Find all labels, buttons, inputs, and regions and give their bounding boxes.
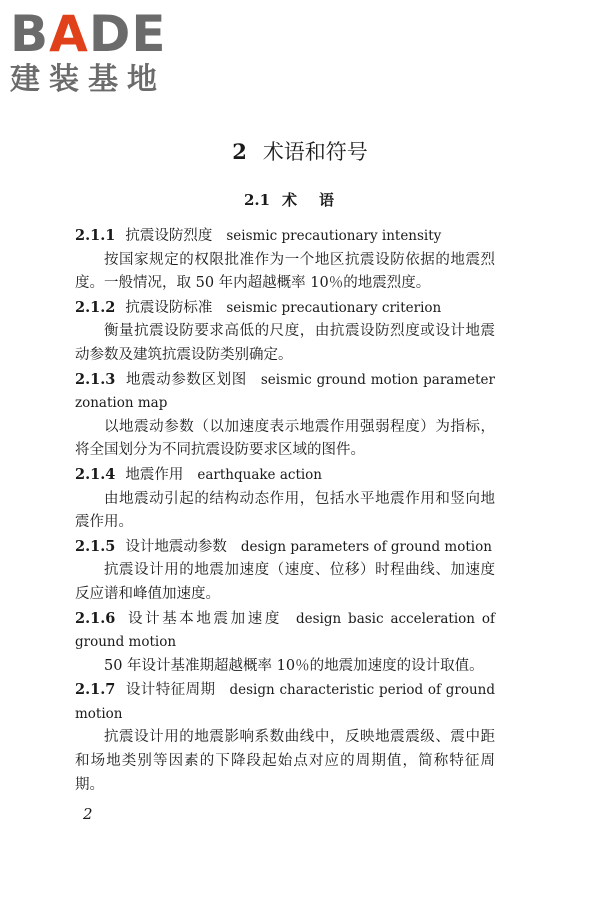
- term-chinese: 设计基本地震加速度: [125, 610, 282, 627]
- term-chinese: 地震动参数区划图: [125, 371, 247, 388]
- chapter-title: [0, 137, 600, 167]
- term-entry: [75, 296, 495, 368]
- term-heading: [75, 607, 495, 655]
- section-title-text: 术语: [282, 191, 357, 209]
- section-title: [0, 188, 600, 212]
- term-heading: [75, 368, 495, 416]
- term-entry: [75, 463, 495, 535]
- term-heading: [75, 296, 495, 321]
- term-english: design parameters of ground motion: [240, 538, 492, 555]
- term-heading: [75, 224, 495, 249]
- term-heading: [75, 535, 495, 560]
- chapter-title-text: 术语和符号: [262, 140, 368, 164]
- term-definition: 由地震动引起的结构动态作用，包括水平地震作用和竖向地震作用。: [75, 490, 495, 531]
- term-chinese: 设计地震动参数: [125, 538, 227, 555]
- logo-subtitle: 建装基地: [10, 62, 166, 97]
- term-chinese: 抗震设防标准: [125, 299, 213, 316]
- section-number: 2.1: [243, 191, 271, 209]
- term-number: 2.1.5: [75, 537, 116, 555]
- term-heading: [75, 463, 495, 488]
- logo-wordmark: [10, 6, 167, 62]
- term-definition: 以地震动参数（以加速度表示地震作用强弱程度）为指标，将全国划分为不同抗震设防要求区域的图件。: [75, 418, 495, 459]
- term-entry: [75, 368, 495, 463]
- term-number: 2.1.7: [75, 681, 116, 699]
- term-definition: 50 年设计基准期超越概率 10％的地震加速度的设计取值。: [104, 657, 484, 674]
- logo-letter-b: B: [10, 5, 50, 63]
- term-number: 2.1.3: [75, 370, 116, 388]
- term-english: design characteristic period of ground motion: [75, 682, 495, 722]
- term-definition: 抗震设计用的地震加速度（速度、位移）时程曲线、加速度反应谱和峰值加速度。: [75, 562, 495, 602]
- term-definition: 按国家规定的权限批准作为一个地区抗震设防依据的地震烈度。一般情况，取 50 年内超越概率 10％的地震烈度。: [75, 251, 495, 292]
- term-entry: [75, 678, 495, 797]
- term-number: 2.1.1: [75, 227, 116, 244]
- bade-logo: [10, 6, 185, 101]
- term-chinese: 地震作用: [125, 466, 184, 483]
- term-chinese: 抗震设防烈度: [125, 228, 213, 244]
- term-chinese: 设计特征周期: [125, 682, 216, 699]
- term-number: 2.1.6: [75, 609, 116, 627]
- terms-list: [75, 224, 495, 797]
- term-english: design basic acceleration of ground motion: [75, 610, 495, 651]
- logo-letters-de: DE: [88, 5, 167, 63]
- term-english: seismic precautionary criterion: [226, 299, 442, 316]
- term-number: 2.1.4: [75, 465, 116, 483]
- chapter-number: 2: [232, 139, 247, 164]
- term-definition: 抗震设计用的地震影响系数曲线中，反映地震震级、震中距和场地类别等因素的下降段起始点对应的周期值，简称特征周期。: [75, 729, 495, 793]
- logo-letter-a: A: [49, 5, 89, 63]
- term-heading: [75, 678, 495, 726]
- term-english: seismic ground motion parameter zonation map: [75, 371, 495, 412]
- term-entry: [75, 535, 495, 607]
- term-entry: [75, 607, 495, 679]
- term-number: 2.1.2: [75, 298, 116, 316]
- term-definition: 衡量抗震设防要求高低的尺度，由抗震设防烈度或设计地震动参数及建筑抗震设防类别确定。: [75, 323, 495, 363]
- term-english: seismic precautionary intensity: [226, 228, 442, 244]
- term-entry: [75, 224, 495, 296]
- term-english: earthquake action: [197, 466, 323, 483]
- page-number: 2: [83, 805, 93, 823]
